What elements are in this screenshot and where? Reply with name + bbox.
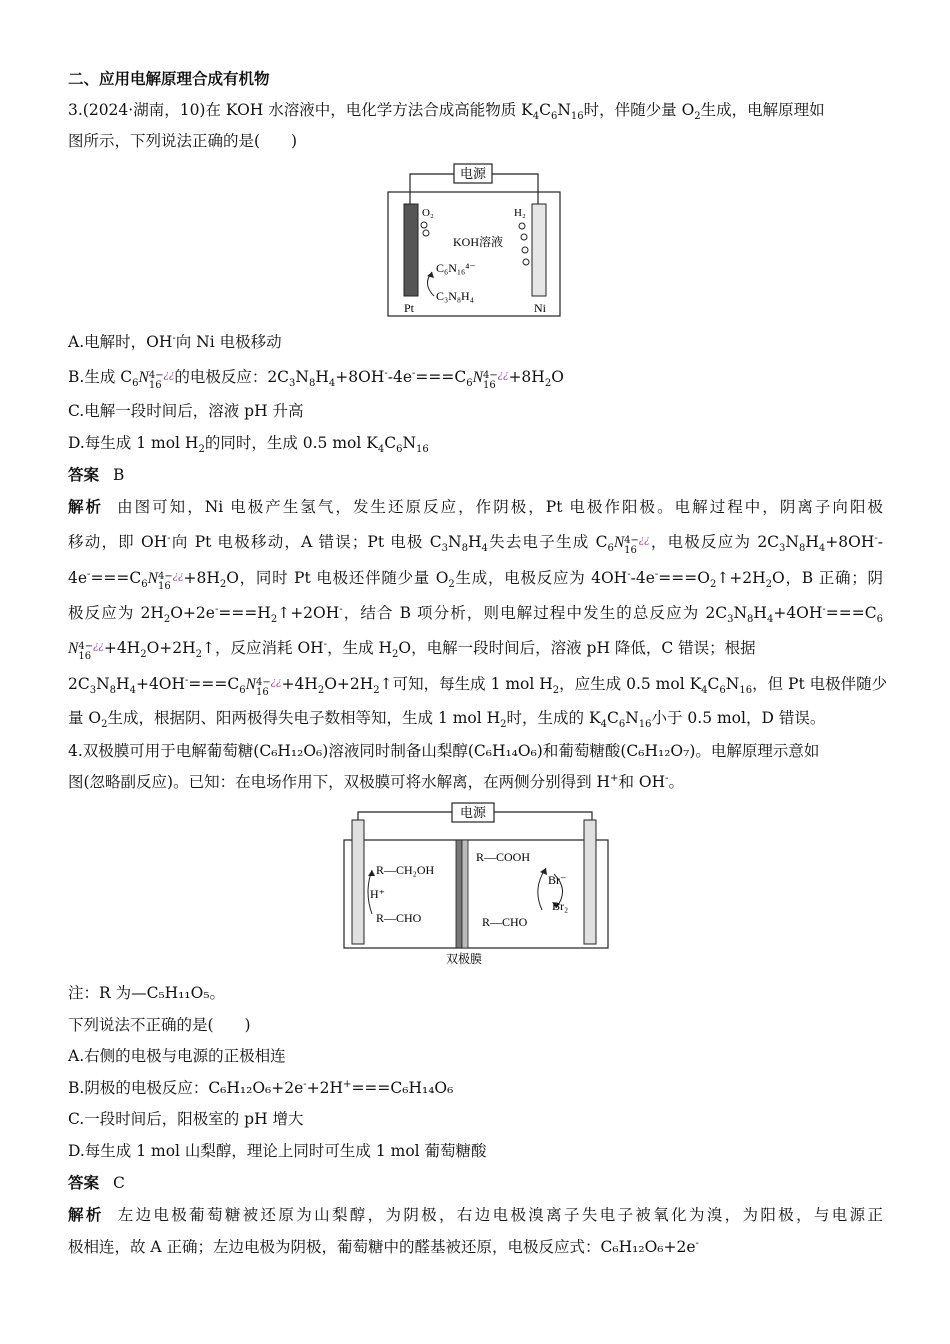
q3-answer: 答案 B <box>68 465 125 484</box>
q3-analysis-line7: 量 $O_2$生成，根据阴、阳两极得失电子数相等知，生成 1 mol $H_2$时，生成的 $K_4C_6N_{16}$小于 0.5 mol，D 错误。 <box>68 709 826 731</box>
q3-stem-line2: 图所示，下列说法正确的是( ) <box>68 132 298 150</box>
q4-stem-line1: 4.双极膜可用于电解葡萄糖(C₆H₁₂O₆)溶液同时制备山梨醇(C₆H₁₄O₆)和葡萄糖酸(C₆H₁₂O₇)。电解原理示意如 <box>68 742 820 760</box>
reactant-label: C₃N₈H₄ <box>436 289 474 303</box>
q3-power-label: 电源 <box>459 166 487 181</box>
q3-option-c: C.电解一段时间后，溶液 pH 升高 <box>68 402 304 420</box>
q4-option-a: A.右侧的电极与电源的正极相连 <box>68 1047 286 1065</box>
q4-option-b: B.阴极的电极反应：C₆H₁₂O₆+2e-+2H+===C₆H₁₄O₆ <box>68 1078 454 1097</box>
q3-option-b: B.生成 $C_6N$ 4−¿¿ 16 的电极反应：$2C_3N_8H_4+8OH^--4e^-===C_6N$ 4−¿¿ 16 $+8H_2O$ <box>68 367 564 391</box>
q4-power-label: 电源 <box>459 805 487 820</box>
hplus-label: H⁺ <box>370 887 385 901</box>
pt-electrode <box>404 204 418 296</box>
q4-option-d: D.每生成 1 mol 山梨醇，理论上同时可生成 1 mol 葡萄糖酸 <box>68 1142 487 1160</box>
q3-analysis-line6: $2C_3N_8H_4+4OH^-===C_6N$ 4−¿¿ 16 $+4H_2O+2H_2↑$可知，每生成 1 mol $H_2$，应生成 0.5 mol $K_4C_6N_{16}$，但 Pt 电极伴随少 <box>68 674 888 698</box>
ni-electrode <box>532 204 546 296</box>
ni-label: Ni <box>534 301 546 315</box>
cooh-label: R—COOH <box>476 850 531 864</box>
q4-analysis-line1: 解析 左边电极葡萄糖被还原为山梨醇，为阴极，右边电极溴离子失电子被氧化为溴，为阳极，与电源正 <box>68 1205 883 1224</box>
q4-stem-line2: 图(忽略副反应)。已知：在电场作用下，双极膜可将水解离，在两侧分别得到 H+和 OH-。 <box>68 772 684 791</box>
section-title: 二、应用电解原理合成有机物 <box>68 69 270 88</box>
product-label: C₆N₁₆⁴⁻ <box>436 261 476 275</box>
q3-analysis-line4: 极反应为 $2H_2O+2e^-===H_2↑+2OH^-$，结合 B 项分析，则电解过程中发生的总反应为 $2C_3N_8H_4+4OH^-===C_6$ <box>68 603 883 626</box>
q4-analysis-line2: 极相连，故 A 正确；左边电极为阴极，葡萄糖中的醛基被还原，电极反应式：C₆H₁₂O₆+2e- <box>68 1237 699 1256</box>
br-minus-label: Br⁻ <box>548 873 567 887</box>
q4-answer: 答案 C <box>68 1173 125 1192</box>
cho-right-label: R—CHO <box>482 915 528 929</box>
koh-label: KOH溶液 <box>453 235 503 249</box>
q4-option-c: C.一段时间后，阳极室的 pH 增大 <box>68 1110 304 1128</box>
q3-option-a: A.电解时，OH-向 Ni 电极移动 <box>68 332 282 351</box>
q3-analysis-line2: 移动，即 OH-向 Pt 电极移动，A 错误；Pt 电极 $C_3N_8H_4$失去电子生成 $C_6N$ 4−¿¿ 16 ，电极反应为 $2C_3N_8H_4+8OH^--$ <box>68 532 883 556</box>
right-electrode <box>584 820 596 944</box>
q4-note: 注：R 为—C₅H₁₁O₅。 <box>68 984 226 1002</box>
q3-stem-line1: 3.(2024·湖南，10)在 KOH 水溶液中，电化学方法合成高能物质 $K_4C_6N_{16}$时，伴随少量 $O_2$生成，电解原理如 <box>68 101 825 123</box>
o2-label: O₂ <box>422 207 434 219</box>
left-electrode <box>352 820 364 944</box>
bipolar-membrane <box>456 840 462 948</box>
ch2oh-label: R—CH₂OH <box>376 863 435 877</box>
q3-option-d: D.每生成 1 mol $H_2$的同时，生成 0.5 mol $K_4C_6N_{16}$ <box>68 434 429 456</box>
q3-analysis-line1: 解析 由图可知，Ni 电极产生氢气，发生还原反应，作阴极，Pt 电极作阳极。电解过程中，阴离子向阳极 <box>68 497 883 516</box>
membrane-label: 双极膜 <box>445 952 483 966</box>
h2-label: H₂ <box>514 207 526 219</box>
pt-label: Pt <box>404 301 415 315</box>
q4-question: 下列说法不正确的是( ) <box>68 1016 251 1034</box>
cho-left-label: R—CHO <box>376 911 422 925</box>
br2-label: Br₂ <box>552 899 569 913</box>
q3-electrolysis-diagram <box>386 158 566 318</box>
q3-analysis-line3: $4e^-===C_6N$ 4−¿¿ 16 $+8H_2O$，同时 Pt 电极还伴随少量 $O_2$生成，电极反应为 $4OH^--4e^-===O_2↑+2H_2O$，B 正确；阴 <box>68 568 884 592</box>
q4-bipolar-membrane-diagram <box>342 798 612 970</box>
q3-analysis-line5: N 4−¿¿ 16 $+4H_2O+2H_2↑$，反应消耗 OH-，生成 $H_2O$，电解一段时间后，溶液 pH 降低，C 错误；根据 <box>68 638 756 662</box>
